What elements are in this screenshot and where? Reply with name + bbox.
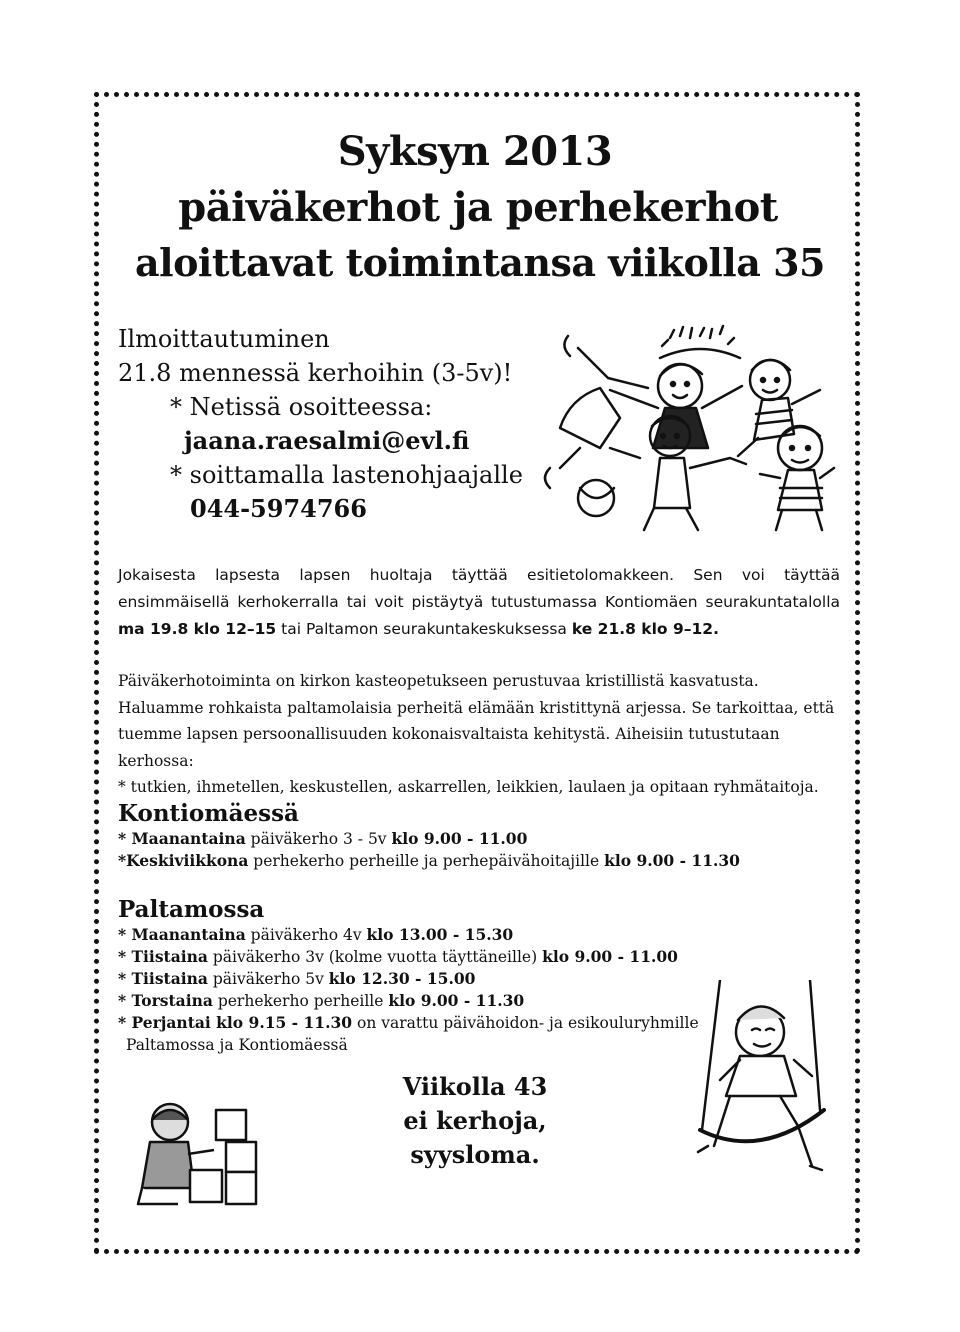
children-playing-illustration: [530, 318, 840, 538]
paragraph1-bold-a: ma 19.8 klo 12–15: [118, 620, 277, 638]
email-address[interactable]: jaana.raesalmi@evl.fi: [184, 426, 470, 455]
registration-paragraph: [118, 562, 840, 643]
mission-paragraph: [118, 668, 840, 801]
paragraph1-text-a: Jokaisesta lapsesta lapsen huoltaja täyttää esitietolomakkeen. Sen voi täyttää ensimmäisellä kerhokerralla tai voit pistäytyä tutustumassa Kontiomäen seurakuntatalolla: [118, 566, 840, 611]
online-label: * Netissä osoitteessa:: [170, 393, 433, 421]
paltamo-list: [118, 924, 699, 1056]
title-line-2: päiväkerhot ja perhekerhot: [178, 184, 778, 231]
list-item: * Perjantai klo 9.15 - 11.30 on varattu päivähoidon- ja esikouluryhmille: [118, 1013, 699, 1032]
paragraph1-bold-b: ke 21.8 klo 9–12.: [571, 620, 719, 638]
list-item: * Tiistaina päiväkerho 3v (kolme vuotta täyttäneille) klo 9.00 - 11.00: [118, 947, 678, 966]
kontiomaki-list: [118, 828, 740, 872]
phone-label: * soittamalla lastenohjaajalle: [170, 461, 523, 489]
kontiomaki-heading: Kontiomäessä: [118, 800, 299, 827]
autumn-break-note: [360, 1070, 590, 1172]
title-line-3: aloittavat toimintansa viikolla 35: [135, 240, 825, 285]
note-line-2: ei kerhoja,: [403, 1106, 547, 1135]
mission-text: Päiväkerhotoiminta on kirkon kasteopetukseen perustuvaa kristillistä kasvatusta. Haluamme rohkaista paltamolaisia perheitä elämään kristittynä arjessa. Se tarkoittaa, että tuemme lapsen persoonallisuuden kokonaisvaltaista kehitystä. Aiheisiin tutustutaan kerhossa:: [118, 672, 835, 770]
phone-number: 044-5974766: [190, 494, 367, 523]
list-item-last-line: Paltamossa ja Kontiomäessä: [126, 1036, 348, 1054]
registration-deadline: 21.8 mennessä kerhoihin (3-5v)!: [118, 359, 513, 387]
paltamo-heading: Paltamossa: [118, 896, 265, 923]
registration-block: [118, 322, 523, 526]
registration-heading: Ilmoittautuminen: [118, 325, 330, 353]
child-with-blocks-illustration: [130, 1100, 280, 1210]
list-item: * Maanantaina päiväkerho 4v klo 13.00 - 15.30: [118, 925, 514, 944]
list-item: * Tiistaina päiväkerho 5v klo 12.30 - 15.00: [118, 969, 476, 988]
list-item: * Maanantaina päiväkerho 3 - 5v klo 9.00 - 11.00: [118, 829, 528, 848]
title-line-1: Syksyn 2013: [337, 128, 613, 175]
list-item: * Torstaina perhekerho perheille klo 9.00 - 11.30: [118, 991, 525, 1010]
note-line-1: Viikolla 43: [402, 1072, 548, 1101]
paragraph1-text-b: tai Paltamon seurakuntakeskuksessa: [276, 620, 572, 638]
list-item: *Keskiviikkona perhekerho perheille ja perhepäivähoitajille klo 9.00 - 11.30: [118, 851, 740, 870]
mission-bullet: * tutkien, ihmetellen, keskustellen, askarrellen, leikkien, laulaen ja opitaan ryhmätaitoja.: [118, 778, 819, 796]
child-on-swing-illustration: [690, 980, 840, 1190]
note-line-3: syysloma.: [410, 1140, 540, 1169]
